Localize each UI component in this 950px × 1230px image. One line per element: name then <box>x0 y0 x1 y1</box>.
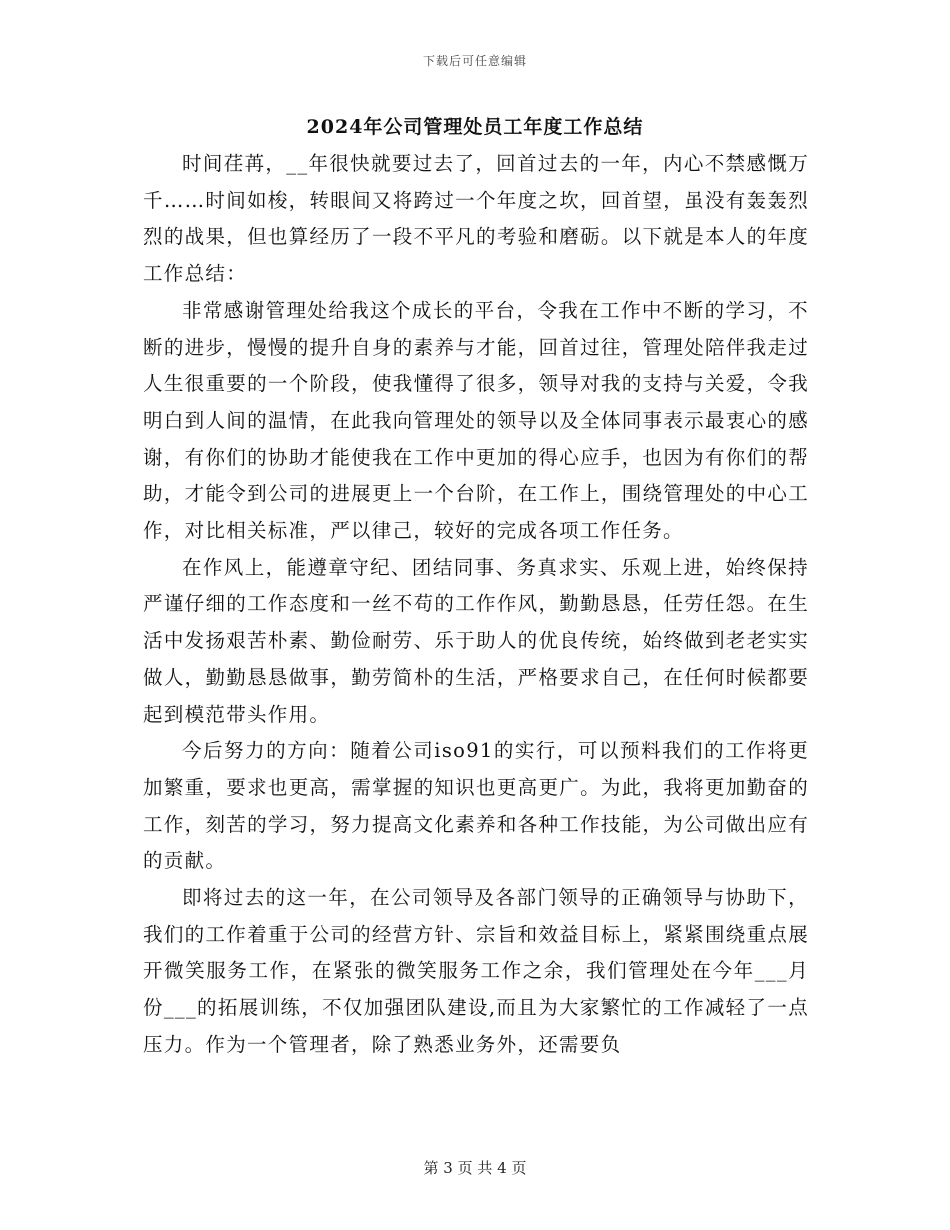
document-title: 2024年公司管理处员工年度工作总结 <box>306 116 644 138</box>
paragraph-1: 时间荏苒，__年很快就要过去了，回首过去的一年，内心不禁感慨万千……时间如梭，转眼间又将跨过一个年度之坎，回首望，虽没有轰轰烈烈的战果，但也算经历了一段不平凡的考验和磨砺。以下就是本人的年度工作总结： <box>143 152 809 286</box>
paragraph-5: 即将过去的这一年，在公司领导及各部门领导的正确领导与协助下，我们的工作着重于公司的经营方针、宗旨和效益目标上，紧紧围绕重点展开微笑服务工作，在紧张的微笑服务工作之余，我们管理处在今年___月份___的拓展训练，不仅加强团队建设,而且为大家繁忙的工作减轻了一点压力。作为一个管理者，除了熟悉业务外，还需要负 <box>143 886 809 1056</box>
page-indicator: 第 3 页 共 4 页 <box>423 1159 527 1177</box>
paragraph-4: 今后努力的方向：随着公司iso91的实行，可以预料我们的工作将更加繁重，要求也更高，需掌握的知识也更高更广。为此，我将更加勤奋的工作，刻苦的学习，努力提高文化素养和各种工作技能，为公司做出应有的贡献。 <box>143 739 809 873</box>
document-body <box>143 146 809 1064</box>
paragraph-3: 在作风上，能遵章守纪、团结同事、务真求实、乐观上进，始终保持严谨仔细的工作态度和一丝不苟的工作作风，勤勤恳恳，任劳任怨。在生活中发扬艰苦朴素、勤俭耐劳、乐于助人的优良传统，始终做到老老实实做人，勤勤恳恳做事，勤劳简朴的生活，严格要求自己，在任何时候都要起到模范带头作用。 <box>143 555 809 726</box>
header-note: 下载后可任意编辑 <box>422 54 527 68</box>
paragraph-2: 非常感谢管理处给我这个成长的平台，令我在工作中不断的学习，不断的进步，慢慢的提升自身的素养与才能，回首过往，管理处陪伴我走过人生很重要的一个阶段，使我懂得了很多，领导对我的支持与关爱，令我明白到人间的温情，在此我向管理处的领导以及全体同事表示最衷心的感谢，有你们的协助才能使我在工作中更加的得心应手，也因为有你们的帮助，才能令到公司的进展更上一个台阶，在工作上，围绕管理处的中心工作，对比相关标准，严以律己，较好的完成各项工作任务。 <box>143 298 809 543</box>
